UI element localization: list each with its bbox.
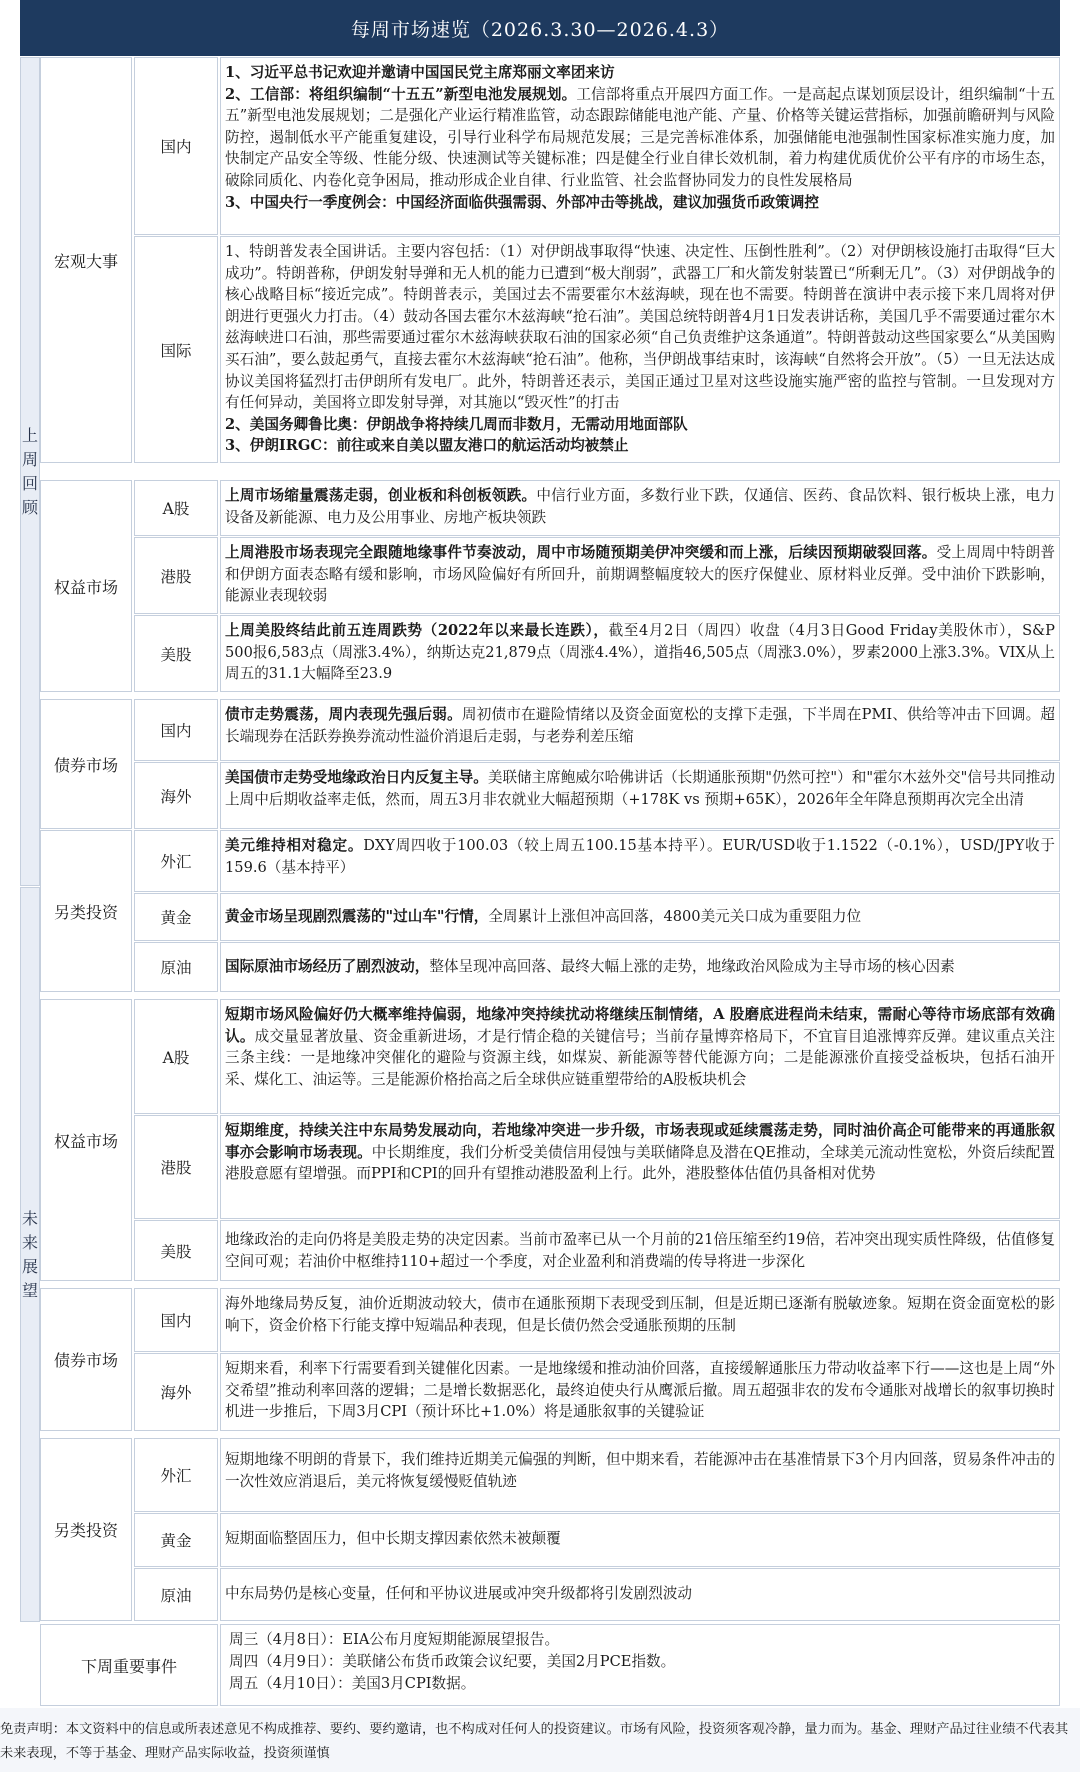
review-equity-us-label: 美股 xyxy=(134,615,218,692)
outlook-bond-domestic-content xyxy=(220,1288,1060,1352)
outlook-alt-gold-label: 黄金 xyxy=(134,1513,218,1567)
outlook-us-text: 地缘政治的走向仍将是美股走势的决定因素。当前市盈率已从一个月前的21倍压缩至约19倍，若冲突出现实质性降级，估值修复空间可观；若油价中枢维持110+超过一个季度，对企业盈利和消费端的传导将进一步深化 xyxy=(225,1231,1055,1270)
outlook-fx-text: 短期地缘不明朗的背景下，我们维持近期美元偏强的判断，但中期来看，若能源冲击在基准情景下3个月内回落，贸易条件冲击的一次性效应消退后，美元将恢复缓慢贬值轨迹 xyxy=(225,1451,1055,1490)
section-review xyxy=(20,57,40,886)
review-alt-gold-label: 黄金 xyxy=(134,893,218,941)
outlook-bond-os-text: 短期来看，利率下行需要看到关键催化因素。一是地缘缓和推动油价回落，直接缓解通胀压力带动收益率下行——这也是上周“外交希望”推动利率回落的逻辑；二是增长数据恶化，最终迫使央行从鹰派后撤。周五超强非农的发布令通胀对战增长的叙事切换时机进一步推后，下周3月CPI（预计环比+1.0%）将是通胀叙事的关键验证 xyxy=(225,1360,1055,1421)
macro-intl-p3-bold: 3、伊朗IRGC：前往或来自美以盟友港口的航运活动均被禁止 xyxy=(225,437,629,455)
outlook-alt-category: 另类投资 xyxy=(40,1438,132,1621)
review-fx-text: DXY周四收于100.03（较上周五100.15基本持平）。EUR/USD收于1.1522（-0.1%），USD/JPY收于159.6（基本持平） xyxy=(225,837,1055,876)
macro-dom-p3-bold: 3、中国央行一季度例会：中国经济面临供强需弱、外部冲击等挑战，建议加强货币政策调控 xyxy=(225,193,819,211)
review-bond-domestic-content xyxy=(220,699,1060,761)
review-bond-os-bold: 美国债市走势受地缘政治日内反复主导。 xyxy=(225,769,488,786)
review-equity-category: 权益市场 xyxy=(40,480,132,692)
review-bond-category: 债券市场 xyxy=(40,699,132,829)
outlook-alt-oil-label: 原油 xyxy=(134,1568,218,1621)
review-equity-hk-label: 港股 xyxy=(134,537,218,614)
outlook-gold-text: 短期面临整固压力，但中长期支撑因素依然未被颠覆 xyxy=(225,1530,561,1547)
next-week-events-label: 下周重要事件 xyxy=(40,1624,218,1706)
review-bond-dom-bold: 债市走势震荡，周内表现先强后弱。 xyxy=(225,706,462,723)
macro-dom-p1-bold: 1、习近平总书记欢迎并邀请中国国民党主席郑丽文率团来访 xyxy=(225,64,615,81)
review-bond-domestic-label: 国内 xyxy=(134,699,218,761)
review-gold-bold: 黄金市场呈现剧烈震荡的"过山车"行情， xyxy=(225,908,489,925)
outlook-equity-hk-label: 港股 xyxy=(134,1115,218,1219)
review-equity-hk-content xyxy=(220,537,1060,614)
review-equity-a-label: A股 xyxy=(134,480,218,536)
event-item: 周五（4月10日）：美国3月CPI数据。 xyxy=(229,1675,476,1692)
outlook-equity-us-content xyxy=(220,1220,1060,1281)
outlook-hk-text: 中长期维度，我们分析受美债信用侵蚀与美联储降息及潜在QE推动，全球美元流动性宽松，外资后续配置港股意愿有望增强。而PPI和CPI的回升有望推动港股盈利上行。此外，港股整体估值仍具备相对优势 xyxy=(225,1143,1055,1183)
review-bond-overseas-content xyxy=(220,762,1060,829)
review-equity-a-content xyxy=(220,480,1060,536)
review-macro-category: 宏观大事 xyxy=(40,57,132,463)
outlook-equity-hk-content xyxy=(220,1115,1060,1219)
macro-intl-p2-bold: 2、美国务卿鲁比奥：伊朗战争将持续几周而非数月，无需动用地面部队 xyxy=(225,415,688,433)
review-macro-intl-label: 国际 xyxy=(134,236,218,463)
review-hk-text: 受上周周中特朗普和伊朗方面表态略有缓和影响，市场风险偏好有所回升，前期调整幅度较大的医疗保健业、原材料业反弹。受中油价下跌影响，能源业表现较弱 xyxy=(225,544,1055,605)
outlook-oil-text: 中东局势仍是核心变量，任何和平协议进展或冲突升级都将引发剧烈波动 xyxy=(225,1585,693,1602)
review-a-text: 中信行业方面，多数行业下跌，仅通信、医药、食品饮料、银行板块上涨，电力设备及新能源、电力及公用事业、房地产板块领跌 xyxy=(225,487,1055,526)
outlook-alt-fx-label: 外汇 xyxy=(134,1438,218,1512)
review-bond-os-text: 美联储主席鲍威尔哈佛讲话（长期通胀预期"仍然可控"）和"霍尔木兹外交"信号共同推动上周中后期收益率走低，然而，周五3月非农就业大幅超预期（+178K vs 预期+65K），2026年全年降息预期再次完全出清 xyxy=(225,769,1055,808)
macro-dom-p2-text: 工信部将重点开展四方面工作。一是高起点谋划顶层设计，组织编制“十五五”新型电池发展规划；二是强化产业运行精准监管，动态跟踪储能电池产能、产量、价格等关键运营指标，加强前瞻研判与风险防控，遏制低水平产能重复建设，引导行业科学布局规范发展；三是完善标准体系，加强储能电池强制性国家标准实施力度，加快制定产品安全等级、性能分级、快速测试等关键标准；四是健全行业自律长效机制，着力构建优质优价公平有序的市场生态，破除同质化、内卷化竞争困局，推动形成企业自律、行业监管、社会监督协同发力的良性发展格局 xyxy=(225,85,1055,189)
outlook-equity-us-label: 美股 xyxy=(134,1220,218,1281)
review-macro-domestic-content xyxy=(220,57,1060,235)
outlook-bond-overseas-content xyxy=(220,1353,1060,1431)
review-us-bold: 上周美股终结此前五连周跌势（2022年以来最长连跌）， xyxy=(225,622,609,639)
review-alt-fx-label: 外汇 xyxy=(134,830,218,892)
outlook-equity-category: 权益市场 xyxy=(40,999,132,1281)
report-title: 每周市场速览（2026.3.30—2026.4.3） xyxy=(20,0,1060,56)
review-alt-category: 另类投资 xyxy=(40,830,132,992)
outlook-bond-domestic-label: 国内 xyxy=(134,1288,218,1352)
outlook-bond-overseas-label: 海外 xyxy=(134,1353,218,1431)
review-hk-bold: 上周港股市场表现完全跟随地缘事件节奏波动，周中市场随预期美伊冲突缓和而上涨，后续因预期破裂回落。 xyxy=(225,544,937,561)
outlook-bond-category: 债券市场 xyxy=(40,1288,132,1431)
review-oil-text: 整体呈现冲高回落、最终大幅上涨的走势，地缘政治风险成为主导市场的核心因素 xyxy=(429,958,955,975)
outlook-alt-gold-content xyxy=(220,1513,1060,1567)
event-item: 周四（4月9日）：美联储公布货币政策会议纪要，美国2月PCE指数。 xyxy=(229,1653,676,1670)
review-bond-overseas-label: 海外 xyxy=(134,762,218,829)
review-alt-oil-content xyxy=(220,942,1060,992)
macro-intl-p1-text: 1、特朗普发表全国讲话。主要内容包括：（1）对伊朗战事取得“快速、决定性、压倒性胜利”。（2）对伊朗核设施打击取得“巨大成功”。特朗普称，伊朗发射导弹和无人机的能力已遭到“极大削弱”，武器工厂和火箭发射装置已“所剩无几”。（3）对伊朗战争的核心战略目标“接近完成”。特朗普表示，美国过去不需要霍尔木兹海峡，现在也不需要。特朗普在演讲中表示接下来几周将对伊朗进行更强火力打击。（4）鼓动各国去霍尔木兹海峡“抢石油”。美国总统特朗普4月1日发表讲话称，美国几乎不需要通过霍尔木兹海峡进口石油，那些需要通过霍尔木兹海峡获取石油的国家必须“自己负责维护这条通道”。特朗普鼓动这些国家要么“从美国购买石油”，要么鼓起勇气，直接去霍尔木兹海峡“抢石油”。他称，当伊朗战事结束时，该海峡“自然将会开放”。（5）一旦无法达成协议美国将猛烈打击伊朗所有发电厂。此外，特朗普还表示，美国正通过卫星对这些设施实施严密的监控与管制。一旦发现对方有任何异动，美国将立即发射导弹，对其施以“毁灭性”的打击 xyxy=(225,243,1055,412)
outlook-alt-oil-content xyxy=(220,1568,1060,1621)
section-outlook xyxy=(20,887,40,1622)
review-alt-gold-content xyxy=(220,893,1060,941)
outlook-alt-fx-content xyxy=(220,1438,1060,1512)
outlook-hk-bold: 短期维度，持续关注中东局势发展动向，若地缘冲突进一步升级，市场表现或延续震荡走势，同时油价高企可能带来的再通胀叙事亦会影响市场表现。 xyxy=(225,1122,1055,1161)
section-review-label: 上周回顾 xyxy=(21,425,38,517)
review-a-bold: 上周市场缩量震荡走弱，创业板和科创板领跌。 xyxy=(225,487,537,504)
macro-dom-p2-bold: 2、工信部：将组织编制“十五五”新型电池发展规划。 xyxy=(225,85,577,103)
review-us-text: 截至4月2日（周四）收盘（4月3日Good Friday美股休市），S&P 500报6,583点（周涨3.4%），纳斯达克21,879点（周涨4.4%），道指46,505点（周涨3.0%），罗素2000上涨3.3%。VIX从上周五的31.1大幅降至23.9 xyxy=(225,622,1055,683)
review-equity-us-content xyxy=(220,615,1060,692)
section-outlook-label: 未来展望 xyxy=(21,1208,38,1300)
review-gold-text: 全周累计上涨但冲高回落，4800美元关口成为重要阻力位 xyxy=(488,908,862,925)
outlook-equity-a-label: A股 xyxy=(134,999,218,1114)
outlook-a-bold: 短期市场风险偏好仍大概率维持偏弱，地缘冲突持续扰动将继续压制情绪，A 股磨底进程尚未结束，需耐心等待市场底部有效确认。 xyxy=(225,1006,1055,1045)
next-week-events-list xyxy=(220,1624,1060,1706)
review-alt-oil-label: 原油 xyxy=(134,942,218,992)
review-oil-bold: 国际原油市场经历了剧烈波动， xyxy=(225,958,430,975)
outlook-a-text: 成交量显著放量、资金重新进场，才是行情企稳的关键信号；当前存量博弈格局下，不宜盲目追涨博弈反弹。建议重点关注三条主线：一是地缘冲突催化的避险与资源主线，如煤炭、新能源等替代能源方向；二是能源涨价直接受益板块，包括石油开采、煤化工、油运等。三是能源价格抬高之后全球供应链重塑带给的A股板块机会 xyxy=(225,1027,1055,1088)
disclaimer: 免责声明：本文资料中的信息或所表述意见不构成推荐、要约、要约邀请，也不构成对任何人的投资建议。市场有风险，投资须客观冷静，量力而为。基金、理财产品过往业绩不代表其未来表现，不等于基金、理财产品实际收益，投资须谨慎 xyxy=(0,1722,1069,1761)
review-bond-dom-text: 周初债市在避险情绪以及资金面宽松的支撑下走强，下半周在PMI、供给等冲击下回调。超长端现券在活跃券换券流动性溢价消退后走弱，与老券利差压缩 xyxy=(225,706,1055,745)
outlook-equity-a-content xyxy=(220,999,1060,1114)
review-macro-domestic-label: 国内 xyxy=(134,57,218,235)
review-alt-fx-content xyxy=(220,830,1060,892)
outlook-bond-dom-text: 海外地缘局势反复，油价近期波动较大，债市在通胀预期下表现受到压制，但是近期已逐渐有脱敏迹象。短期在资金面宽松的影响下，资金价格下行能支撑中短端品种表现，但是长债仍然会受通胀预期的压制 xyxy=(225,1295,1055,1334)
review-fx-bold: 美元维持相对稳定。 xyxy=(225,837,364,854)
event-item: 周三（4月8日）：EIA公布月度短期能源展望报告。 xyxy=(229,1631,560,1648)
review-macro-intl-content xyxy=(220,236,1060,463)
